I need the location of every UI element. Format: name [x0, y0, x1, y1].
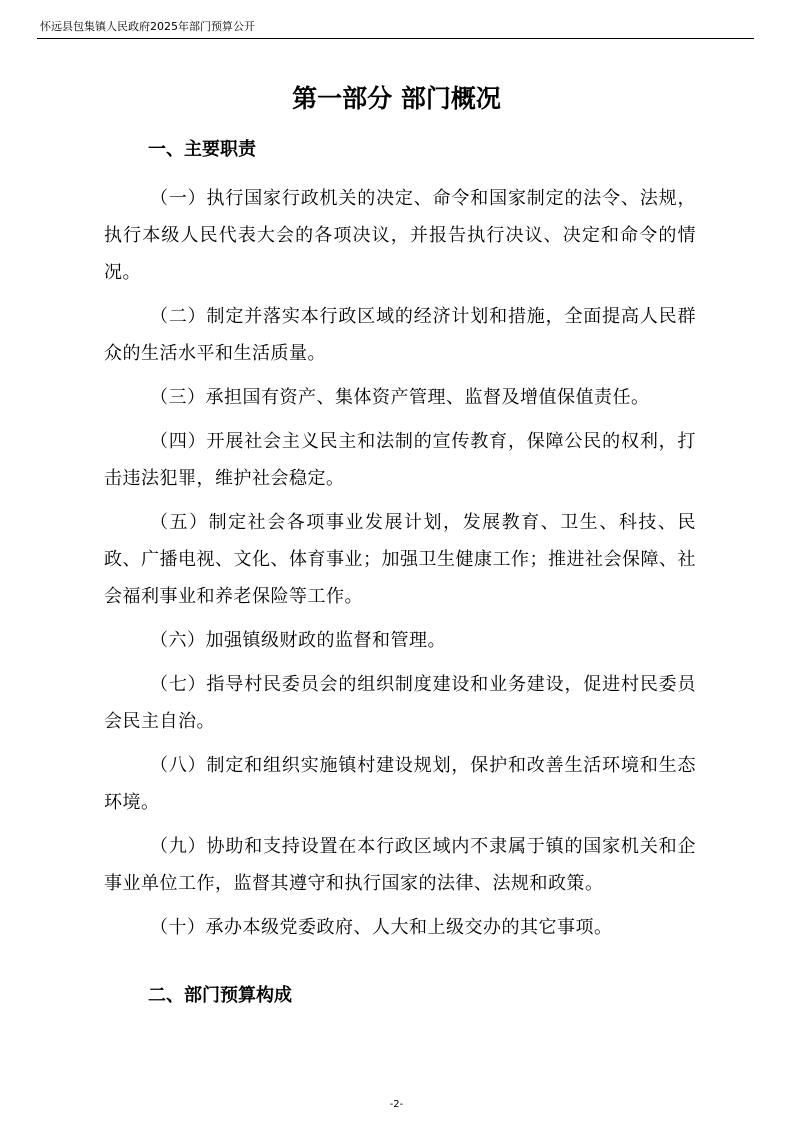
duty-item-4: （四）开展社会主义民主和法制的宣传教育，保障公民的权利，打击违法犯罪，维护社会稳定。 [104, 431, 696, 489]
page-number: -2- [389, 1099, 404, 1110]
duty-item-6: （六）加强镇级财政的监督和管理。 [150, 630, 446, 651]
duty-item-3: （三）承担国有资产、集体资产管理、监督及增值保值责任。 [150, 387, 650, 408]
page-title: 第一部分 部门概况 [292, 84, 501, 113]
section-heading-budget-composition: 二、部门预算构成 [148, 985, 292, 1006]
duty-item-8: （八）制定和组织实施镇村建设规划，保护和改善生活环境和生态环境。 [104, 755, 696, 813]
duty-item-9: （九）协助和支持设置在本行政区域内不隶属于镇的国家机关和企事业单位工作，监督其遵守和执行国家的法律、法规和政策。 [104, 836, 696, 894]
duties-list [104, 180, 696, 953]
duty-item-10: （十）承办本级党委政府、人大和上级交办的其它事项。 [150, 917, 613, 938]
duty-item-5: （五）制定社会各项事业发展计划，发展教育、卫生、科技、民政、广播电视、文化、体育事业；加强卫生健康工作；推进社会保障、社会福利事业和养老保险等工作。 [104, 512, 696, 607]
duty-item-1: （一）执行国家行政机关的决定、命令和国家制定的法令、法规，执行本级人民代表大会的各项决议，并报告执行决议、决定和命令的情况。 [104, 188, 696, 283]
running-header: 怀远县包集镇人民政府2025年部门预算公开 [40, 20, 255, 33]
header-divider [37, 38, 754, 39]
duty-item-7: （七）指导村民委员会的组织制度建设和业务建设，促进村民委员会民主自治。 [104, 674, 696, 732]
duty-item-2: （二）制定并落实本行政区域的经济计划和措施，全面提高人民群众的生活水平和生活质量。 [104, 306, 696, 364]
section-heading-main-duties: 一、主要职责 [148, 139, 256, 160]
